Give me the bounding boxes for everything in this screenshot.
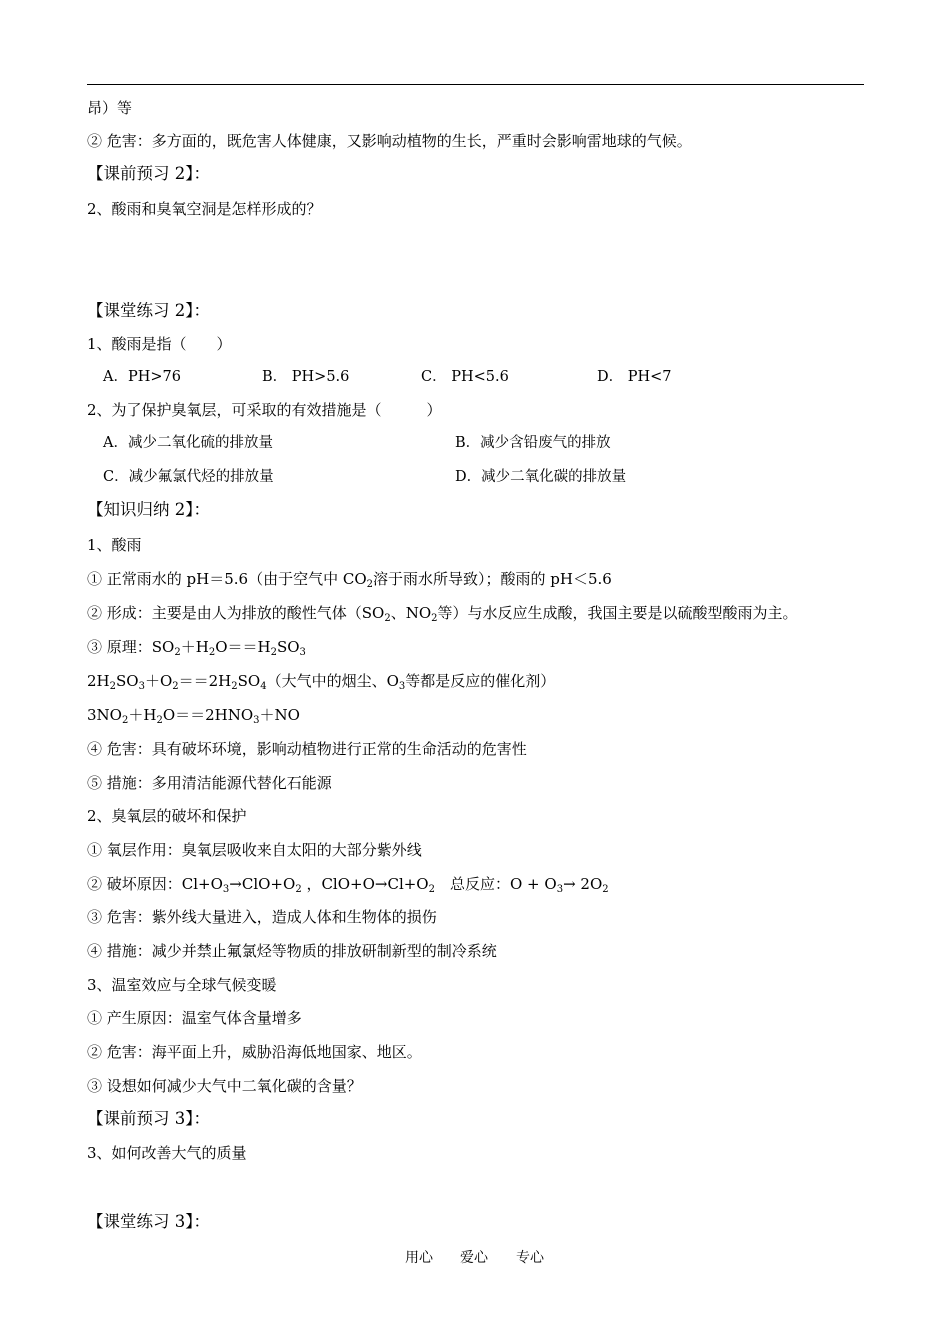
- footer-text: 爱心: [460, 1250, 488, 1266]
- formula-segment: →ClO+O: [229, 875, 296, 893]
- subscript: 2: [231, 681, 238, 692]
- text-line: ① 产生原因：温室气体含量增多: [87, 1009, 302, 1027]
- subscript: 2: [270, 647, 277, 658]
- option-b: B． PH>5.6: [262, 369, 350, 385]
- text-line: 2、酸雨和臭氧空洞是怎样形成的？: [87, 200, 322, 218]
- formula-segment: ，ClO+O→Cl+O: [301, 875, 429, 893]
- text-line: ③ 设想如何减少大气中二氧化碳的含量？: [87, 1077, 362, 1095]
- formula-line: [87, 705, 300, 725]
- text-line: 昂）等: [87, 99, 133, 117]
- footer-text: 用心: [405, 1250, 433, 1266]
- footer-text: 专心: [516, 1250, 544, 1266]
- formula-line: [87, 603, 798, 623]
- subscript: 2: [208, 647, 216, 658]
- subscript: 3: [299, 647, 306, 658]
- formula-segment: ③ 原理：SO: [87, 638, 175, 656]
- text-line: 2、臭氧层的破坏和保护: [87, 807, 247, 825]
- subscript: 3: [556, 884, 564, 895]
- option-d: D．减少二氧化碳的排放量: [455, 469, 627, 485]
- option-a: A．PH>76: [103, 369, 181, 385]
- subscript: 2: [172, 681, 179, 692]
- subscript: 2: [109, 681, 116, 692]
- formula-segment: ＝＝2H: [178, 672, 232, 690]
- option-c: C． PH<5.6: [421, 369, 509, 385]
- formula-segment: ② 形成：主要是由人为排放的酸性气体（SO: [87, 604, 385, 622]
- text-line: ② 危害：海平面上升，威胁沿海低地国家、地区。: [87, 1043, 422, 1061]
- text-line: ⑤ 措施：多用清洁能源代替化石能源: [87, 774, 332, 792]
- section-heading: 【课前预习 2】：: [87, 164, 210, 183]
- formula-segment: ＋H: [180, 638, 209, 656]
- formula-line: [87, 637, 306, 657]
- subscript: 2: [121, 715, 129, 726]
- formula-segment: 总反应：O + O: [434, 875, 557, 893]
- text-line: 3、温室效应与全球气候变暖: [87, 976, 277, 994]
- section-heading: 【知识归纳 2】：: [87, 500, 210, 519]
- option-c: C．减少氟氯代烃的排放量: [103, 469, 274, 485]
- formula-segment: ＋H: [128, 706, 157, 724]
- subscript: 2: [384, 613, 391, 624]
- formula-segment: O＝＝H: [215, 638, 271, 656]
- formula-line: [87, 569, 612, 589]
- subscript: 2: [295, 884, 302, 895]
- text-line: ② 危害：多方面的，既危害人体健康，又影响动植物的生长，严重时会影响雷地球的气候。: [87, 132, 692, 150]
- subscript: 3: [138, 681, 145, 692]
- text-line: ④ 措施：减少并禁止氟氯烃等物质的排放研制新型的制冷系统: [87, 942, 497, 960]
- text-line: 3、如何改善大气的质量: [87, 1144, 247, 1162]
- subscript: 4: [260, 681, 267, 692]
- text-line: ① 氧层作用：臭氧层吸收来自太阳的大部分紫外线: [87, 841, 422, 859]
- formula-segment: SO: [237, 672, 261, 690]
- formula-segment: SO: [276, 638, 300, 656]
- formula-segment: 3NO: [87, 706, 122, 724]
- formula-line: [87, 874, 609, 894]
- text-line: ③ 危害：紫外线大量进入，造成人体和生物体的损伤: [87, 908, 437, 926]
- formula-segment: 溶于雨水所导致）；酸雨的 pH＜5.6: [373, 570, 612, 588]
- option-a: A．减少二氧化硫的排放量: [103, 435, 273, 451]
- formula-segment: ＋O: [144, 672, 173, 690]
- text-line: ④ 危害：具有破坏环境，影响动植物进行正常的生命活动的危害性: [87, 740, 527, 758]
- question: 2、为了保护臭氧层，可采取的有效措施是（ ）: [87, 401, 442, 419]
- option-b: B．减少含铅废气的排放: [455, 435, 611, 451]
- question: 1、酸雨是指（ ）: [87, 335, 232, 353]
- formula-segment: SO: [116, 672, 139, 690]
- formula-segment: 、NO: [390, 604, 432, 622]
- section-heading: 【课堂练习 3】：: [87, 1212, 210, 1231]
- formula-line: [87, 671, 555, 691]
- subscript: 2: [428, 884, 435, 895]
- section-heading: 【课堂练习 2】：: [87, 301, 210, 320]
- subscript: 2: [366, 579, 373, 590]
- formula-segment: ① 正常雨水的 pH＝5.6（由于空气中 CO: [87, 570, 367, 588]
- option-d: D． PH<7: [597, 369, 672, 385]
- subscript: 3: [398, 681, 406, 692]
- text-line: 1、酸雨: [87, 536, 142, 554]
- formula-segment: （大气中的烟尘、O: [266, 672, 399, 690]
- formula-segment: O＝＝2HNO: [162, 706, 254, 724]
- header-rule: [87, 84, 864, 85]
- subscript: 3: [253, 715, 260, 726]
- formula-segment: → 2O: [563, 875, 603, 893]
- subscript: 2: [156, 715, 163, 726]
- formula-segment: ＋NO: [259, 706, 300, 724]
- subscript: 2: [174, 647, 181, 658]
- subscript: 2: [602, 884, 609, 895]
- formula-segment: 2H: [87, 672, 110, 690]
- subscript: 2: [431, 613, 438, 624]
- section-heading: 【课前预习 3】：: [87, 1109, 210, 1128]
- subscript: 3: [222, 884, 230, 895]
- formula-segment: 等都是反应的催化剂）: [405, 672, 556, 690]
- formula-segment: ② 破坏原因：Cl+O: [87, 875, 223, 893]
- formula-segment: 等）与水反应生成酸，我国主要是以硫酸型酸雨为主。: [437, 604, 798, 622]
